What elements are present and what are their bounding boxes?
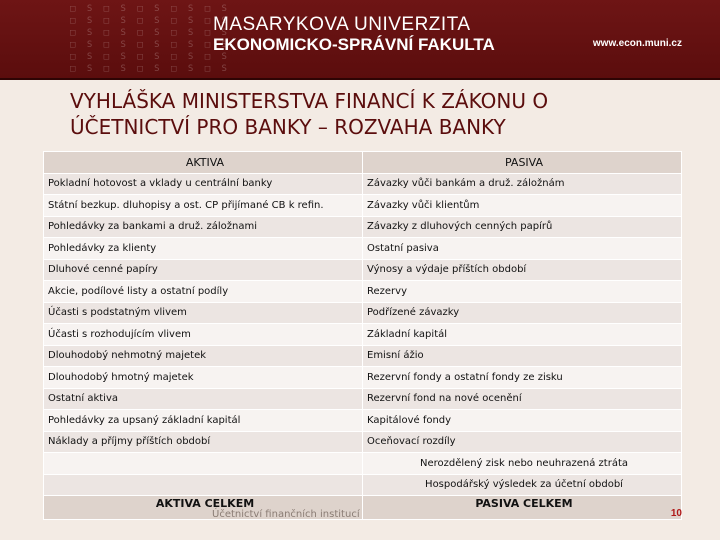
table-row <box>44 410 682 432</box>
header-aktiva: AKTIVA <box>44 152 363 174</box>
header-pasiva: PASIVA <box>363 152 682 174</box>
aktiva-cell: Dlouhodobý nehmotný majetek <box>44 345 363 367</box>
pasiva-cell: Základní kapitál <box>363 324 682 346</box>
table-row <box>44 302 682 324</box>
pasiva-cell: Závazky z dluhových cenných papírů <box>363 216 682 238</box>
aktiva-cell: Pohledávky za bankami a druž. záložnami <box>44 216 363 238</box>
pasiva-cell: Hospodářský výsledek za účetní období <box>363 474 682 496</box>
table-row <box>44 345 682 367</box>
table-row <box>44 388 682 410</box>
totals-row <box>44 496 682 520</box>
pasiva-cell: Ostatní pasiva <box>363 238 682 260</box>
aktiva-cell: Pokladní hotovost a vklady u centrální banky <box>44 173 363 195</box>
university-name: MASARYKOVA UNIVERZITA <box>213 14 471 35</box>
logo-letter-pattern: □ Ѕ □ Ѕ □ Ѕ □ Ѕ □ Ѕ □ Ѕ □ Ѕ □ Ѕ □ Ѕ □ Ѕ □ Ѕ □ Ѕ □ Ѕ □ Ѕ □ Ѕ □ Ѕ □ Ѕ □ Ѕ □ Ѕ □ Ѕ □ Ѕ □ Ѕ □ Ѕ □ Ѕ □ Ѕ □ Ѕ □ Ѕ □ Ѕ □ Ѕ □ Ѕ <box>70 4 230 74</box>
table-row <box>44 453 682 475</box>
table-row <box>44 367 682 389</box>
aktiva-cell: Dluhové cenné papíry <box>44 259 363 281</box>
footer-course-name: Účetnictví finančních institucí <box>212 509 360 520</box>
table-row <box>44 474 682 496</box>
pasiva-cell: Rezervní fondy a ostatní fondy ze zisku <box>363 367 682 389</box>
pasiva-cell: Podřízené závazky <box>363 302 682 324</box>
website-link[interactable]: www.econ.muni.cz <box>592 38 682 49</box>
faculty-name: EKONOMICKO-SPRÁVNÍ FAKULTA <box>213 35 495 54</box>
aktiva-cell: Účasti s rozhodujícím vlivem <box>44 324 363 346</box>
table-row <box>44 259 682 281</box>
pasiva-cell: Emisní ážio <box>363 345 682 367</box>
table-row <box>44 281 682 303</box>
pasiva-cell: Závazky vůči klientům <box>363 195 682 217</box>
pasiva-cell: Kapitálové fondy <box>363 410 682 432</box>
aktiva-cell <box>44 474 363 496</box>
pasiva-cell: Závazky vůči bankám a druž. záložnám <box>363 173 682 195</box>
total-pasiva: PASIVA CELKEM <box>363 496 682 520</box>
page-title: VYHLÁŠKA MINISTERSTVA FINANCÍ K ZÁKONU O ÚČETNICTVÍ PRO BANKY – ROZVAHA BANKY <box>70 89 549 139</box>
page-number: 10 <box>670 508 682 519</box>
aktiva-cell: Ostatní aktiva <box>44 388 363 410</box>
table-row <box>44 195 682 217</box>
table-row <box>44 431 682 453</box>
header-banner <box>0 0 720 80</box>
table-row <box>44 173 682 195</box>
table-header-row <box>44 152 682 174</box>
table-row <box>44 324 682 346</box>
aktiva-cell: Pohledávky za upsaný základní kapitál <box>44 410 363 432</box>
pasiva-cell: Výnosy a výdaje příštích období <box>363 259 682 281</box>
total-aktiva: AKTIVA CELKEM <box>44 496 363 520</box>
aktiva-cell <box>44 453 363 475</box>
pasiva-cell: Nerozdělený zisk nebo neuhrazená ztráta <box>363 453 682 475</box>
table-row <box>44 216 682 238</box>
pasiva-cell: Oceňovací rozdíly <box>363 431 682 453</box>
pasiva-cell: Rezervy <box>363 281 682 303</box>
balance-sheet-table <box>43 151 682 520</box>
aktiva-cell: Účasti s podstatným vlivem <box>44 302 363 324</box>
pasiva-cell: Rezervní fond na nové ocenění <box>363 388 682 410</box>
table-row <box>44 238 682 260</box>
aktiva-cell: Dlouhodobý hmotný majetek <box>44 367 363 389</box>
aktiva-cell: Akcie, podílové listy a ostatní podíly <box>44 281 363 303</box>
aktiva-cell: Pohledávky za klienty <box>44 238 363 260</box>
aktiva-cell: Náklady a příjmy příštích období <box>44 431 363 453</box>
aktiva-cell: Státní bezkup. dluhopisy a ost. CP přijímané CB k refin. <box>44 195 363 217</box>
